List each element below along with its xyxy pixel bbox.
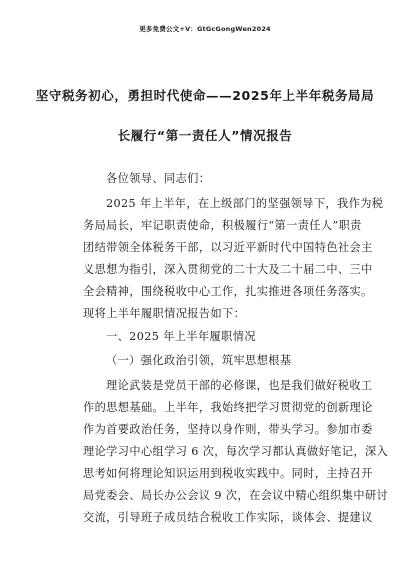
header-watermark: 更多免费公文+V：GtGcGongWen2024 — [139, 25, 271, 33]
paragraph-1-line: 务局局长，牢记职责使命，积极履行“第一责任人”职责 — [83, 219, 362, 232]
paragraph-2-line: 思考如何将理论知识运用到税收实践中。同时，主持召开 — [83, 467, 373, 480]
paragraph-1-line: 2025 年上半年，在上级部门的坚强领导下，我作为税 — [106, 197, 384, 210]
paragraph-2-line: 作的思想基础。上半年，我始终把学习贯彻党的创新理论 — [83, 401, 373, 414]
document-title-line-2: 长履行“第一责任人”情况报告 — [117, 128, 293, 143]
paragraph-1-line: 现将上半年履职情况报告如下： — [83, 307, 246, 320]
paragraph-2-line: 理论学习中心组学习 6 次，每次学习都认真做好笔记，深入 — [83, 445, 389, 458]
paragraph-1-line: 团结带领全体税务干部，以习近平新时代中国特色社会主 — [83, 241, 373, 254]
paragraph-2-line: 局党委会、局长办公会议 9 次，在会议中精心组织集中研讨 — [83, 489, 389, 502]
salutation: 各位领导、同志们： — [106, 172, 211, 185]
subsection-heading-1: （一）强化政治引领，筑牢思想根基 — [106, 354, 292, 367]
section-heading-1: 一、2025 年上半年履职情况 — [106, 330, 256, 343]
paragraph-2-line: 理论武装是党员干部的必修课，也是我们做好税收工 — [106, 379, 373, 392]
paragraph-2-line: 作为首要政治任务，坚持以身作则，带头学习。参加市委 — [83, 423, 373, 436]
paragraph-1-line: 全会精神，围绕税收中心工作，扎实推进各项任务落实。 — [83, 285, 373, 298]
document-title-line-1: 坚守税务初心，勇担时代使命——2025年上半年税务局局 — [35, 88, 375, 103]
paragraph-1-line: 义思想为指引，深入贯彻党的二十大及二十届二中、三中 — [83, 263, 373, 276]
paragraph-2-line: 交流，引导班子成员结合税收工作实际，谈体会、提建议 — [83, 511, 373, 524]
